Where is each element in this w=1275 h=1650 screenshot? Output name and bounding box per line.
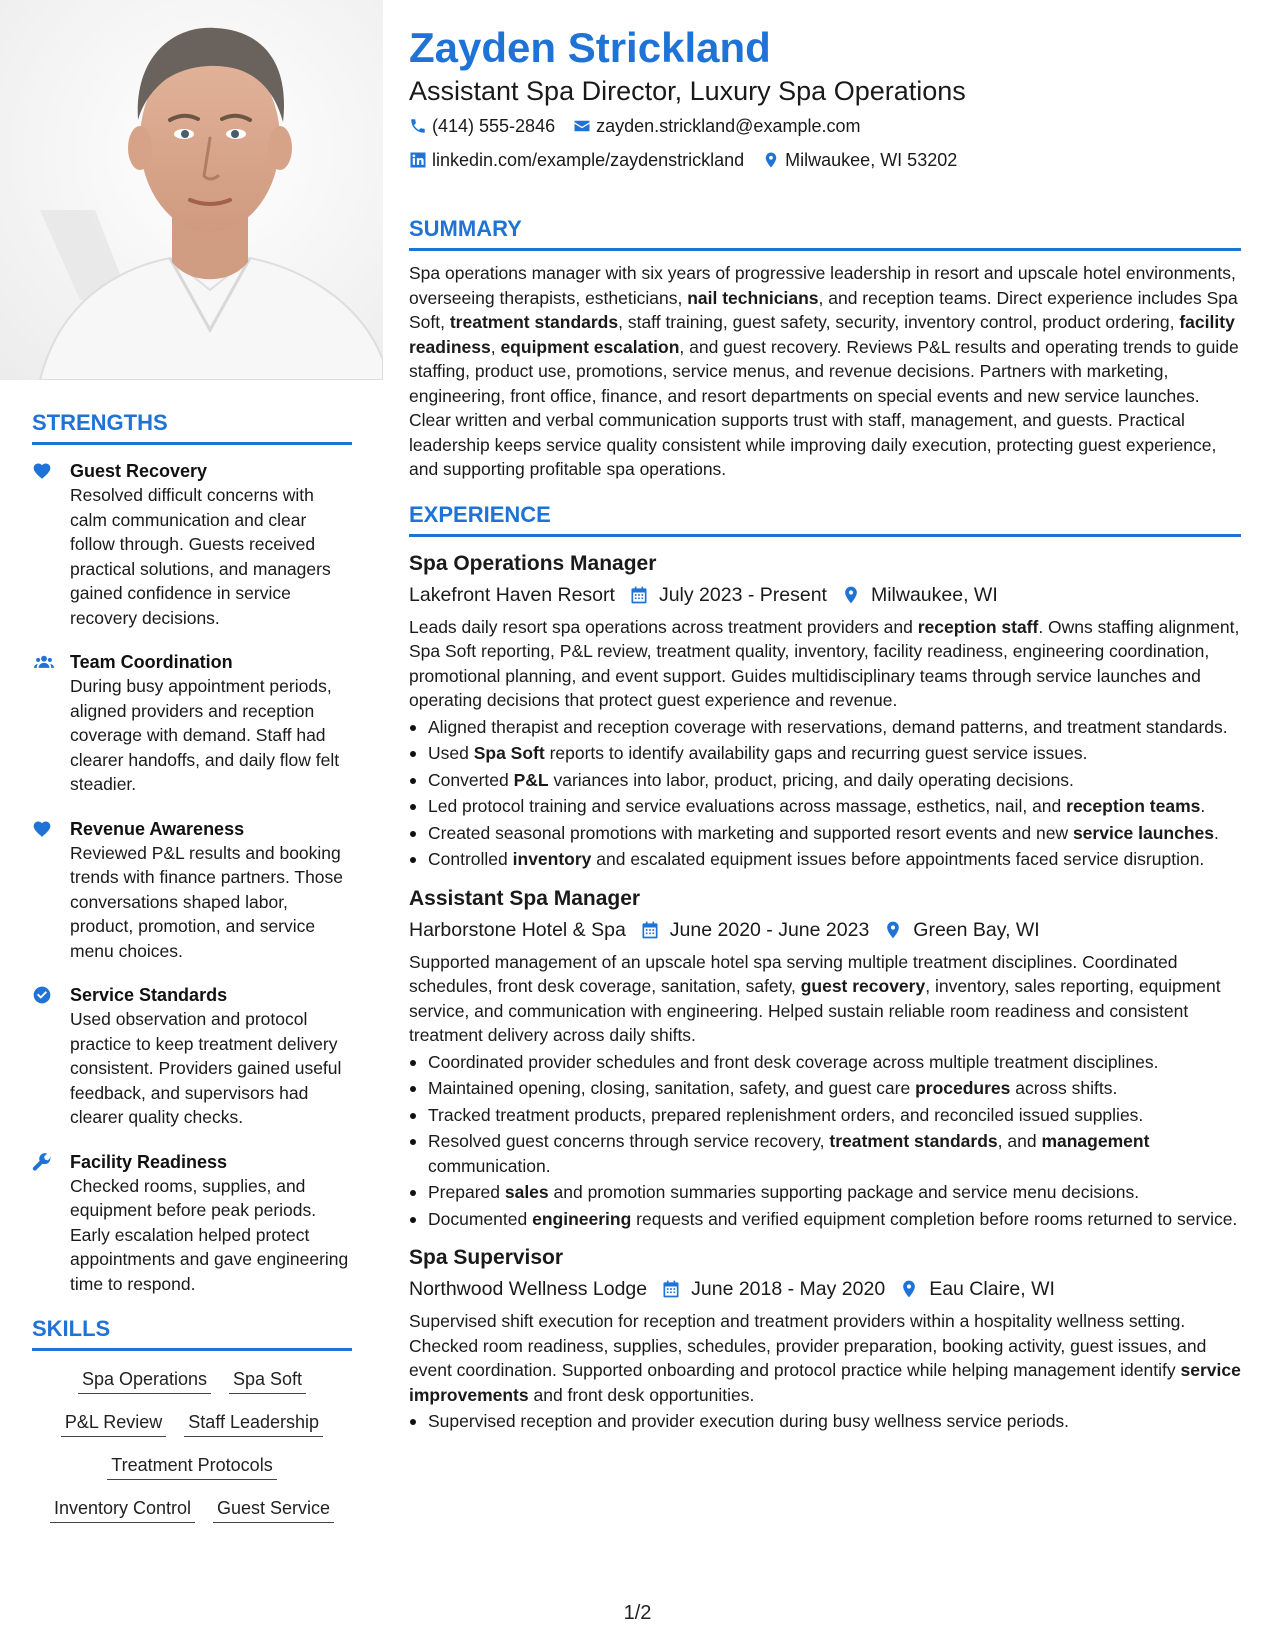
bold-text: reception staff bbox=[917, 616, 1039, 637]
company-name: Lakefront Haven Resort bbox=[409, 583, 615, 606]
left-column bbox=[32, 410, 352, 1523]
phone-contact[interactable] bbox=[409, 110, 555, 142]
wrench-icon bbox=[32, 1150, 70, 1297]
bullet-item bbox=[409, 1129, 1241, 1178]
strength-item bbox=[32, 650, 352, 797]
users-icon bbox=[32, 650, 70, 797]
job-dates: June 2018 - May 2020 bbox=[691, 1278, 886, 1300]
text-segment: , and bbox=[997, 1131, 1042, 1151]
text-segment: Tracked treatment products, prepared replenishment orders, and reconciled issued supplies. bbox=[428, 1104, 1144, 1125]
bullet-item bbox=[409, 821, 1241, 846]
strengths-heading: STRENGTHS bbox=[32, 410, 352, 445]
calendar-icon bbox=[640, 920, 660, 940]
skills-heading: SKILLS bbox=[32, 1316, 352, 1351]
right-column bbox=[409, 22, 1241, 1436]
bullet-item bbox=[409, 847, 1241, 872]
text-segment: . Owns staffing alignment, Spa Soft reporting, P&L review, treatment quality, inventory, facility readiness, engineering coordination, promotional planning, and event support. Guides multidisciplinary teams through service launches and operating decisions that protect guest experience and revenue. bbox=[409, 616, 1240, 710]
envelope-icon bbox=[573, 117, 591, 135]
bullet-item bbox=[409, 794, 1241, 819]
text-segment: communication. bbox=[428, 1155, 551, 1176]
bold-text: facility readiness bbox=[409, 312, 1235, 357]
text-segment: , staff training, guest safety, security, inventory control, product ordering, bbox=[618, 312, 1180, 332]
bold-text: procedures bbox=[915, 1078, 1011, 1098]
strength-description: Reviewed P&L results and booking trends with finance partners. Those conversations shaped labor, product, promotion, and service menu choices. bbox=[70, 842, 344, 961]
map-pin-icon bbox=[841, 585, 861, 605]
linkedin-contact[interactable] bbox=[409, 144, 744, 176]
skills-row bbox=[32, 1365, 352, 1394]
job-dates: July 2023 - Present bbox=[658, 583, 827, 606]
skill-tag: Spa Soft bbox=[229, 1365, 306, 1394]
location-contact bbox=[762, 144, 957, 176]
text-segment: Supervised shift execution for reception and treatment providers within a hospitality wellness setting. Checked room readiness, supplies, schedules, provider preparation, booking activity, guest issues, and event coordination. Supported onboarding and protocol practice while helping management identify bbox=[409, 1311, 1207, 1380]
skill-tag: Guest Service bbox=[213, 1494, 334, 1523]
job-meta bbox=[409, 914, 1241, 946]
bold-text: guest recovery bbox=[800, 976, 926, 996]
text-segment: Prepared bbox=[428, 1182, 505, 1202]
text-segment: Supported management of an upscale hotel spa serving multiple treatment disciplines. Coordinated schedules, front desk coverage, sanitation, safety, bbox=[409, 951, 1178, 996]
map-pin-icon bbox=[883, 920, 903, 940]
bullet-item bbox=[409, 1103, 1241, 1128]
job-title: Spa Supervisor bbox=[409, 1246, 564, 1269]
text-segment: and front desk opportunities. bbox=[528, 1384, 755, 1405]
bullet-item bbox=[409, 1050, 1241, 1075]
strength-title: Service Standards bbox=[70, 985, 228, 1005]
text-segment: , and reception teams. Direct experience includes Spa Soft, bbox=[409, 287, 1238, 332]
job-bullets bbox=[409, 1050, 1241, 1232]
portrait-illustration bbox=[0, 0, 383, 380]
text-segment: Used bbox=[428, 743, 474, 763]
text-segment: Leads daily resort spa operations across treatment providers and bbox=[409, 616, 918, 637]
job-dates: June 2020 - June 2023 bbox=[669, 918, 870, 941]
text-segment: Controlled bbox=[428, 849, 513, 869]
check-circle-icon bbox=[32, 983, 70, 1130]
job-title: Spa Operations Manager bbox=[409, 551, 657, 575]
heart-icon bbox=[32, 817, 70, 964]
bold-text: P&L bbox=[513, 769, 549, 790]
strength-description: Resolved difficult concerns with calm communication and clear follow through. Guests received practical solutions, and managers gained confidence in service recovery decisions. bbox=[70, 485, 331, 628]
text-segment: Maintained opening, closing, sanitation, safety, and guest care bbox=[428, 1078, 916, 1098]
bold-text: inventory bbox=[512, 849, 592, 869]
job-location: Green Bay, WI bbox=[913, 918, 1040, 941]
contact-row bbox=[409, 144, 1241, 176]
bullet-item bbox=[409, 1076, 1241, 1101]
experience-heading: EXPERIENCE bbox=[409, 502, 1241, 537]
text-segment: variances into labor, product, pricing, and daily operating decisions. bbox=[548, 769, 1074, 790]
skill-tag: Staff Leadership bbox=[184, 1408, 323, 1437]
email-text: zayden.strickland@example.com bbox=[596, 116, 861, 136]
experience-list bbox=[409, 549, 1241, 1434]
bold-text: nail technicians bbox=[687, 287, 819, 308]
bullet-item bbox=[409, 1180, 1241, 1205]
job-location: Milwaukee, WI bbox=[870, 583, 998, 606]
text-segment: Supervised reception and provider execution during busy wellness service periods. bbox=[428, 1411, 1070, 1431]
strength-item bbox=[32, 1150, 352, 1297]
skills-row bbox=[32, 1451, 352, 1480]
linkedin-text: linkedin.com/example/zaydenstrickland bbox=[432, 150, 745, 170]
bullet-item bbox=[409, 768, 1241, 793]
person-name: Zayden Strickland bbox=[409, 24, 771, 71]
job-description bbox=[409, 615, 1241, 713]
map-pin-icon bbox=[762, 151, 780, 169]
strength-description: Checked rooms, supplies, and equipment before peak periods. Early escalation helped protect appointments and gave engineering time to respond. bbox=[70, 1175, 349, 1294]
job-location: Eau Claire, WI bbox=[929, 1278, 1055, 1300]
heart-icon bbox=[32, 459, 70, 630]
text-segment: Aligned therapist and reception coverage with reservations, demand patterns, and treatment standards. bbox=[428, 716, 1228, 737]
strength-title: Facility Readiness bbox=[70, 1151, 228, 1172]
phone-icon bbox=[409, 117, 427, 135]
contact-row bbox=[409, 110, 1241, 142]
skills-row bbox=[32, 1408, 352, 1437]
skill-tag: P&L Review bbox=[61, 1408, 166, 1437]
strength-title: Team Coordination bbox=[70, 652, 233, 672]
strength-description: Used observation and protocol practice to keep treatment delivery consistent. Providers gained useful feedback, and supervisors had clearer quality checks. bbox=[70, 1009, 342, 1127]
text-segment: , bbox=[490, 336, 501, 357]
strength-description: During busy appointment periods, aligned providers and reception coverage with demand. Staff had clearer handoffs, and daily flow felt steadier. bbox=[70, 676, 340, 794]
job-meta bbox=[409, 579, 1241, 611]
text-segment: , inventory, sales reporting, equipment service, and communication with engineering. Helped sustain reliable room readiness and consistent treatment delivery across daily shifts. bbox=[409, 976, 1221, 1045]
bold-text: treatment standards bbox=[449, 312, 619, 332]
job-entry bbox=[409, 884, 1241, 1232]
bold-text: reception teams bbox=[1066, 796, 1201, 816]
bold-text: sales bbox=[504, 1182, 549, 1202]
text-segment: Resolved guest concerns through service recovery, bbox=[428, 1131, 830, 1151]
strength-item bbox=[32, 817, 352, 964]
text-segment: across shifts. bbox=[1010, 1078, 1118, 1098]
bold-text: management bbox=[1041, 1131, 1150, 1151]
bold-text: service improvements bbox=[409, 1360, 1241, 1405]
text-segment: , and guest recovery. Reviews P&L results and operating trends to guide staffing, product use, promotions, service menus, and revenue decisions. Partners with marketing, engineering, front office, finance, and resort departments on special events and new service launches. Clear written and verbal communication supports trust with staff, management, and guests. Practical leadership keeps service quality consistent while improving daily execution, protecting guest experience, and supporting profitable spa operations. bbox=[409, 336, 1239, 479]
text-segment: and promotion summaries supporting package and service menu decisions. bbox=[548, 1182, 1140, 1202]
linkedin-icon bbox=[409, 151, 427, 169]
text-segment: . bbox=[1214, 822, 1219, 843]
skill-tag: Spa Operations bbox=[78, 1365, 211, 1394]
bullet-item bbox=[409, 715, 1241, 740]
strength-title: Guest Recovery bbox=[70, 461, 208, 481]
job-entry bbox=[409, 549, 1241, 872]
bold-text: equipment escalation bbox=[500, 336, 680, 357]
profile-photo bbox=[0, 0, 383, 380]
summary-text bbox=[409, 261, 1241, 482]
strength-title: Revenue Awareness bbox=[70, 818, 245, 839]
calendar-icon bbox=[661, 1279, 681, 1299]
person-headline: Assistant Spa Director, Luxury Spa Operations bbox=[409, 76, 966, 106]
skills-row bbox=[32, 1494, 352, 1523]
text-segment: Spa operations manager with six years of progressive leadership in resort and upscale hotel environments, overseeing therapists, estheticians, bbox=[409, 263, 1236, 308]
map-pin-icon bbox=[899, 1279, 919, 1299]
job-description bbox=[409, 950, 1241, 1048]
bold-text: engineering bbox=[532, 1208, 632, 1229]
page-number: 1/2 bbox=[623, 1602, 652, 1624]
text-segment: requests and verified equipment completion before rooms returned to service. bbox=[631, 1208, 1238, 1229]
text-segment: Documented bbox=[428, 1208, 533, 1229]
company-name: Harborstone Hotel & Spa bbox=[409, 918, 626, 941]
company-name: Northwood Wellness Lodge bbox=[409, 1278, 648, 1300]
bold-text: service launches bbox=[1072, 822, 1215, 843]
skill-tag: Inventory Control bbox=[50, 1494, 195, 1523]
bullet-item bbox=[409, 741, 1241, 766]
text-segment: Coordinated provider schedules and front desk coverage across multiple treatment disciplines. bbox=[428, 1051, 1159, 1072]
bullet-item bbox=[409, 1409, 1241, 1434]
phone-text: (414) 555-2846 bbox=[432, 116, 556, 136]
job-entry bbox=[409, 1243, 1241, 1434]
location-text: Milwaukee, WI 53202 bbox=[785, 150, 958, 170]
text-segment: Led protocol training and service evaluations across massage, esthetics, nail, and bbox=[428, 796, 1067, 816]
strength-item bbox=[32, 459, 352, 630]
text-segment: and escalated equipment issues before appointments faced service disruption. bbox=[591, 849, 1205, 869]
job-bullets bbox=[409, 715, 1241, 872]
skills-list bbox=[32, 1365, 352, 1523]
job-bullets bbox=[409, 1409, 1241, 1434]
calendar-icon bbox=[629, 585, 649, 605]
text-segment: reports to identify availability gaps and recurring guest service issues. bbox=[544, 743, 1088, 763]
job-meta bbox=[409, 1273, 1241, 1305]
job-description bbox=[409, 1309, 1241, 1407]
summary-heading: SUMMARY bbox=[409, 216, 1241, 251]
text-segment: . bbox=[1200, 796, 1206, 816]
strength-item bbox=[32, 983, 352, 1130]
text-segment: Converted bbox=[428, 769, 514, 790]
email-contact[interactable] bbox=[573, 110, 860, 142]
text-segment: Created seasonal promotions with marketing and supported resort events and new bbox=[428, 822, 1073, 843]
skill-tag: Treatment Protocols bbox=[107, 1451, 276, 1480]
bullet-item bbox=[409, 1207, 1241, 1232]
job-title: Assistant Spa Manager bbox=[409, 886, 641, 910]
bold-text: treatment standards bbox=[829, 1131, 998, 1151]
bold-text: Spa Soft bbox=[473, 743, 545, 763]
